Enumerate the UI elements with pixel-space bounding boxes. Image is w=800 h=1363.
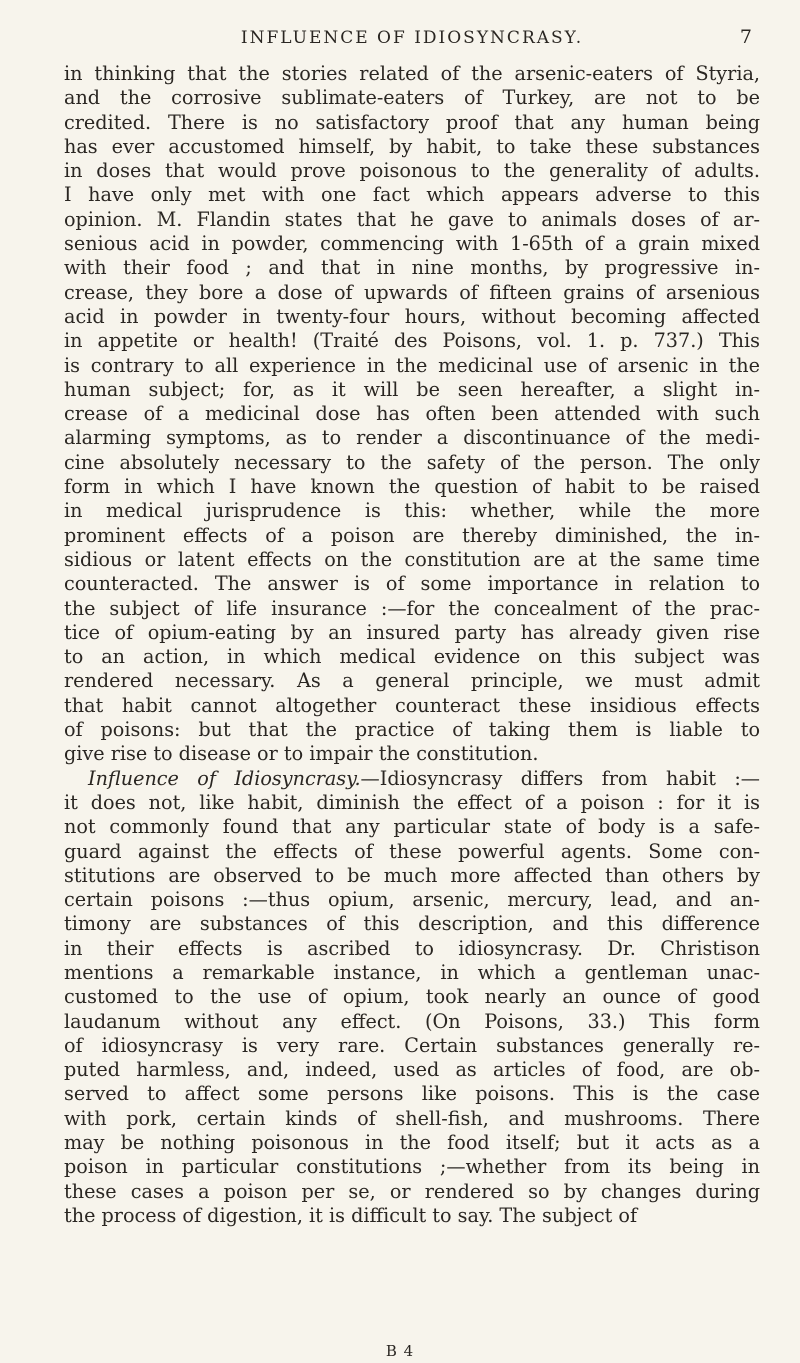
line-text: —Idiosyncrasy differs from habit :—: [360, 766, 760, 790]
line-text: tice of opium-eating by an insured party has already given rise: [64, 620, 760, 644]
text-line: [64, 1131, 760, 1155]
text-line: [64, 475, 760, 499]
text-line: [64, 1082, 760, 1106]
line-text: to an action, in which medical evidence on this subject was: [64, 645, 760, 669]
line-text: of poisons: but that the practice of taking them is liable to: [64, 718, 760, 742]
text-line: [64, 572, 760, 596]
page-number: 7: [739, 26, 752, 48]
line-text: give rise to disease or to impair the constitution.: [64, 742, 539, 766]
line-text: is contrary to all experience in the medicinal use of arsenic in the: [64, 353, 760, 377]
page-header: [64, 20, 760, 52]
line-text: these cases a poison per se, or rendered so by changes during: [64, 1179, 760, 1203]
line-text: opinion. M. Flandin states that he gave to animals doses of ar-: [64, 207, 760, 231]
line-text: credited. There is no satisfactory proof that any human being: [64, 110, 760, 134]
line-text: with pork, certain kinds of shell-fish, and mushrooms. There: [64, 1106, 760, 1130]
line-text: in doses that would prove poisonous to the generality of adults.: [64, 159, 760, 183]
signature-mark: B 4: [385, 1342, 415, 1360]
line-text: in their effects is ascribed to idiosyncrasy. Dr. Christison: [64, 936, 760, 960]
line-text: I have only met with one fact which appears adverse to this: [64, 183, 760, 207]
line-text: laudanum without any effect. (On Poisons, 33.) This form: [64, 1009, 760, 1033]
line-text: the process of digestion, it is difficult to say. The subject of: [64, 1203, 638, 1227]
paragraph-habit: [64, 62, 760, 767]
line-text: mentions a remarkable instance, in which a gentleman unac-: [64, 960, 760, 984]
text-line: [64, 232, 760, 256]
text-line: [64, 524, 760, 548]
text-line: [64, 62, 760, 86]
text-line: [64, 767, 760, 791]
line-text: that habit cannot altogether counteract these insidious effects: [64, 693, 760, 717]
text-line: [64, 815, 760, 839]
line-text: of idiosyncrasy is very rare. Certain substances generally re-: [64, 1033, 760, 1057]
text-line: [64, 159, 760, 183]
line-text: crease of a medicinal dose has often been attended with such: [64, 402, 760, 426]
text-line: [64, 1010, 760, 1034]
text-line: [64, 1204, 760, 1228]
text-line: [64, 669, 760, 693]
text-line: [64, 354, 760, 378]
text-line: [64, 111, 760, 135]
line-text: timony are substances of this description, and this difference: [64, 912, 760, 936]
text-line: [64, 621, 760, 645]
running-head: INFLUENCE OF IDIOSYNCRASY.: [240, 28, 584, 48]
line-text: the subject of life insurance :—for the concealment of the prac-: [64, 596, 760, 620]
text-line: [64, 305, 760, 329]
line-text: in thinking that the stories related of the arsenic-eaters of Styria,: [64, 62, 760, 85]
line-text: poison in particular constitutions ;—whether from its being in: [64, 1155, 760, 1179]
line-text: alarming symptoms, as to render a discontinuance of the medi-: [64, 426, 760, 450]
text-line: [64, 791, 760, 815]
line-text: with their food ; and that in nine months, by progressive in-: [64, 256, 760, 280]
line-text: prominent effects of a poison are thereby diminished, the in-: [64, 523, 760, 547]
line-text: served to affect some persons like poisons. This is the case: [64, 1082, 760, 1106]
line-text: stitutions are observed to be much more affected than others by: [64, 863, 760, 887]
text-line: [64, 1034, 760, 1058]
text-line: [64, 135, 760, 159]
text-line: [64, 426, 760, 450]
text-line: [64, 718, 760, 742]
body-text: [64, 62, 760, 1228]
line-text: acid in powder in twenty-four hours, without becoming affected: [64, 304, 760, 328]
text-line: [64, 985, 760, 1009]
line-text: it does not, like habit, diminish the effect of a poison : for it is: [64, 790, 760, 814]
text-line: [64, 961, 760, 985]
line-text: in appetite or health! (Traité des Poisons, vol. 1. p. 737.) This: [64, 329, 760, 353]
line-text: guard against the effects of these powerful agents. Some con-: [64, 839, 760, 863]
paragraph-idiosyncrasy: [64, 767, 760, 1229]
line-text: customed to the use of opium, took nearly an ounce of good: [64, 985, 760, 1009]
text-line: [64, 281, 760, 305]
line-text: in medical jurisprudence is this: whether, while the more: [64, 499, 760, 523]
line-text: human subject; for, as it will be seen hereafter, a slight in-: [64, 377, 760, 401]
line-text: may be nothing poisonous in the food itself; but it acts as a: [64, 1131, 760, 1155]
text-line: [64, 937, 760, 961]
text-line: [64, 256, 760, 280]
line-text: senious acid in powder, commencing with 1-65th of a grain mixed: [64, 232, 760, 256]
text-line: [64, 912, 760, 936]
text-line: [64, 1155, 760, 1179]
text-line: [64, 208, 760, 232]
text-line: [64, 840, 760, 864]
text-line: [64, 864, 760, 888]
text-line: [64, 548, 760, 572]
text-line: [64, 451, 760, 475]
text-line: [64, 694, 760, 718]
line-text: form in which I have known the question of habit to be raised: [64, 475, 760, 499]
line-text: counteracted. The answer is of some importance in relation to: [64, 572, 760, 596]
section-heading: Influence of Idiosyncrasy.: [88, 766, 361, 790]
text-line: [64, 183, 760, 207]
text-line: [64, 499, 760, 523]
line-text: certain poisons :—thus opium, arsenic, mercury, lead, and an-: [64, 888, 760, 912]
line-text: has ever accustomed himself, by habit, to take these substances: [64, 134, 760, 158]
text-line: [64, 378, 760, 402]
line-text: cine absolutely necessary to the safety of the person. The only: [64, 450, 760, 474]
line-text: sidious or latent effects on the constitution are at the same time: [64, 547, 760, 571]
text-line: [64, 742, 760, 766]
line-text: not commonly found that any particular state of body is a safe-: [64, 815, 760, 839]
text-line: [64, 1058, 760, 1082]
text-line: [64, 888, 760, 912]
text-line: [64, 1107, 760, 1131]
line-text: crease, they bore a dose of upwards of fifteen grains of arsenious: [64, 280, 760, 304]
text-line: [64, 86, 760, 110]
line-text: and the corrosive sublimate-eaters of Turkey, are not to be: [64, 86, 760, 110]
line-text: rendered necessary. As a general principle, we must admit: [64, 669, 760, 693]
text-line: [64, 402, 760, 426]
text-line: [64, 329, 760, 353]
text-line: [64, 645, 760, 669]
text-line: [64, 1180, 760, 1204]
line-text: puted harmless, and, indeed, used as articles of food, are ob-: [64, 1058, 760, 1082]
text-line: [64, 597, 760, 621]
